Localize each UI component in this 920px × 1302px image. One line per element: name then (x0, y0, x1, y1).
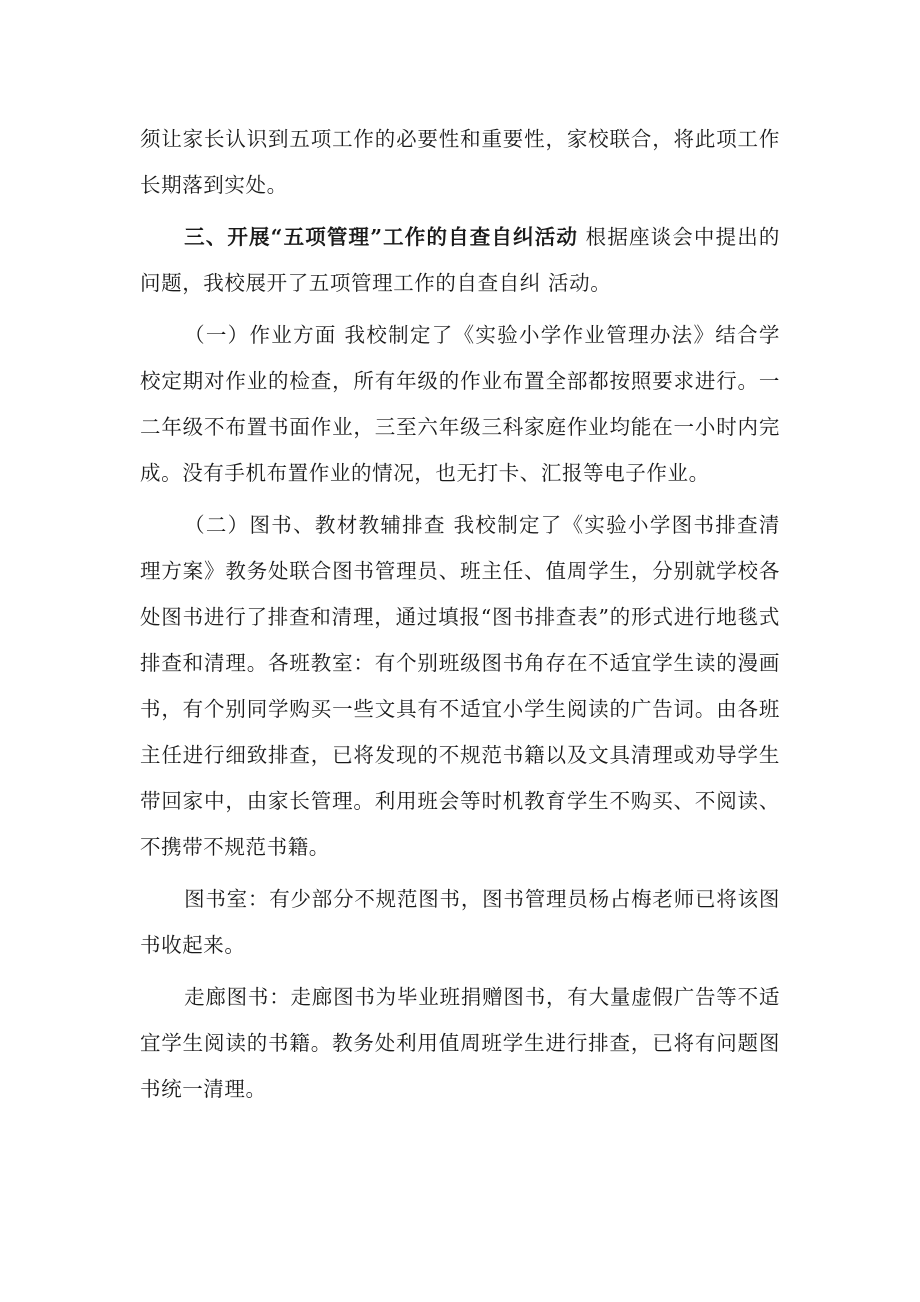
paragraph-corridor-books (140, 974, 780, 1112)
paragraph-text: 根据座谈会中提出的问题，我校展开了五项管理工作的自查自纠 活动。 (140, 225, 780, 295)
paragraph-text: 须让家长认识到五项工作的必要性和重要性，家校联合，将此项工作长期落到实处。 (140, 127, 780, 197)
paragraph-library (140, 876, 780, 968)
paragraph-section-three (140, 214, 780, 306)
paragraph-text: 图书室：有少部分不规范图书，图书管理员杨占梅老师已将该图书收起来。 (140, 887, 780, 957)
paragraph-homework (140, 312, 780, 496)
paragraph-books-materials (140, 502, 780, 870)
paragraph-text: 走廊图书：走廊图书为毕业班捐赠图书，有大量虚假广告等不适宜学生阅读的书籍。教务处利用值周班学生进行排查，已将有问题图书统一清理。 (140, 985, 780, 1101)
paragraph-continuation (140, 116, 780, 208)
section-heading: 三、开展“五项管理”工作的自查自纠活动 (184, 225, 579, 249)
document-body (140, 116, 780, 1118)
paragraph-text: （一）作业方面 我校制定了《实验小学作业管理办法》结合学校定期对作业的检查，所有年级的作业布置全部都按照要求进行。一二年级不布置书面作业，三至六年级三科家庭作业均能在一小时内完成。没有手机布置作业的情况，也无打卡、汇报等电子作业。 (140, 323, 780, 485)
paragraph-text: （二）图书、教材教辅排查 我校制定了《实验小学图书排查清理方案》教务处联合图书管理员、班主任、值周学生，分别就学校各处图书进行了排查和清理，通过填报“图书排查表”的形式进行地毯式排查和清理。各班教室：有个别班级图书角存在不适宜学生读的漫画书，有个别同学购买一些文具有不适宜小学生阅读的广告词。由各班主任进行细致排查，已将发现的不规范书籍以及文具清理或劝导学生带回家中，由家长管理。利用班会等时机教育学生不购买、不阅读、不携带不规范书籍。 (140, 513, 780, 859)
